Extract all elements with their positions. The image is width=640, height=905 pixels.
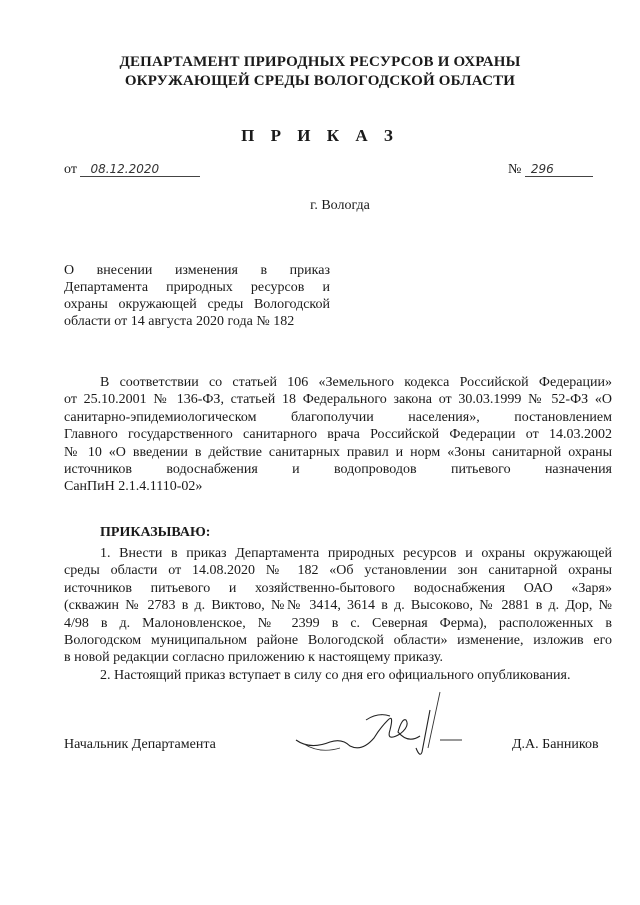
preamble	[64, 374, 612, 496]
item1-line: в новой редакции согласно приложению к настоящему приказу.	[64, 650, 443, 666]
department-title-line2: ОКРУЖАЮЩЕЙ СРЕДЫ ВОЛОГОДСКОЙ ОБЛАСТИ	[124, 73, 516, 89]
city: г. Вологда	[310, 198, 370, 213]
preamble-line: от 25.10.2001 № 136-ФЗ, статьей 18 Федерального закона от 30.03.1999 № 52-ФЗ «О	[64, 392, 612, 408]
item1-line: Вологодском муниципальном районе Вологодской области» изменение, изложив его	[64, 633, 612, 649]
department-title-line1: ДЕПАРТАМЕНТ ПРИРОДНЫХ РЕСУРСОВ И ОХРАНЫ	[119, 54, 521, 70]
item1-line: среды области от 14.08.2020 № 182 «Об установлении зон санитарной охраны	[64, 563, 612, 579]
order-item-2: 2. Настоящий приказ вступает в силу со дня его официального опубликования.	[100, 668, 571, 683]
signatory-position: Начальник Департамента	[64, 737, 216, 752]
number-row	[508, 162, 593, 178]
date-label: от	[64, 162, 77, 177]
preamble-line: санитарно-эпидемиологическом благополучии населения», постановлением	[64, 409, 612, 425]
order-word: ПРИКАЗЫВАЮ:	[100, 525, 211, 540]
preamble-line: В соответствии со статьей 106 «Земельного кодекса Российской Федерации»	[100, 375, 612, 390]
preamble-line: Главного государственного санитарного врача Российской Федерации от 14.03.2002	[64, 427, 612, 443]
date-row	[64, 162, 200, 178]
item1-line: (скважин № 2783 в д. Виктово, №№ 3414, 3614 в д. Высоково, № 2881 в д. Дор, №	[64, 598, 612, 614]
preamble-line: источников водоснабжения и водопроводов питьевого назначения	[64, 462, 612, 478]
number-label: №	[508, 162, 522, 177]
preamble-line: СанПиН 2.1.4.1110-02»	[64, 479, 203, 495]
preamble-line: № 10 «О введении в действие санитарных правил и норм «Зоны санитарной охраны	[64, 444, 612, 460]
handwritten-signature	[290, 690, 480, 770]
document-type-title: П Р И К А З	[241, 126, 399, 145]
date-value: 08.12.2020	[80, 162, 200, 177]
signatory-name: Д.А. Банников	[512, 737, 599, 752]
order-item-1	[64, 545, 612, 667]
item1-line: 1. Внести в приказ Департамента природных ресурсов и охраны окружающей	[100, 546, 612, 561]
item1-line: 4/98 в д. Малоновленское, № 2399 в с. Северная Ферма), расположенных в	[64, 615, 612, 631]
item1-line: источников питьевого и хозяйственно-бытового водоснабжения ОАО «Заря»	[64, 580, 612, 596]
number-value: 296	[525, 162, 593, 177]
order-subject: О внесении изменения в приказ Департамента природных ресурсов и охраны окружающей среды Вологодской области от 14 августа 2020 года № 182	[64, 263, 330, 329]
